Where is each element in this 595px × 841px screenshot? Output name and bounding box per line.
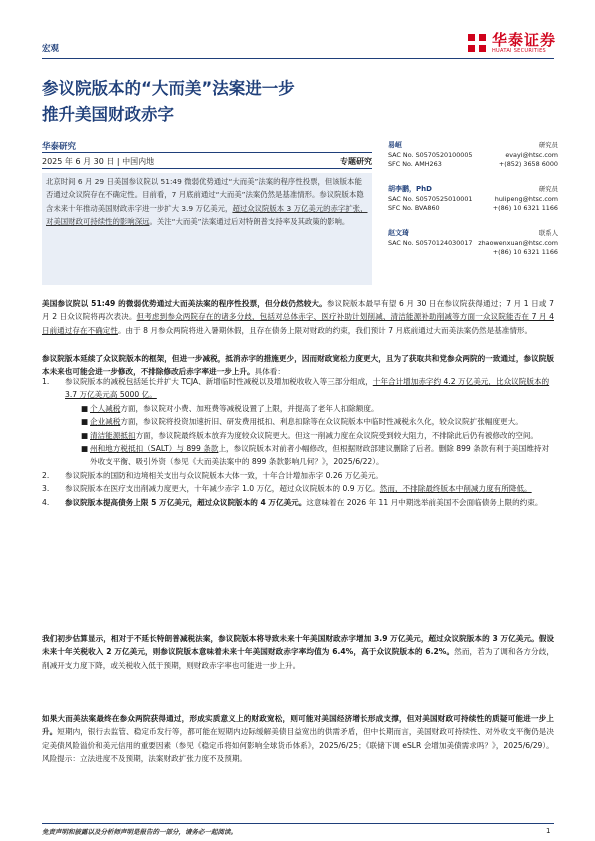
logo-cn-text: 华泰证券 xyxy=(492,31,557,49)
list-number: 2. xyxy=(42,470,50,480)
analyst-name: 赵文琦 xyxy=(388,229,409,237)
list-number: 4. xyxy=(42,497,50,507)
list-text: 参议院版本的国防和边境相关支出与众议院版本大体一致，十年合计增加赤字 0.26 万亿美元。 xyxy=(65,470,383,480)
list-underline: 然而，不排除最终版本中削减力度有所降低。 xyxy=(379,484,532,494)
sub-heading: 州和地方税抵扣（SALT）与 899 条款 xyxy=(90,444,219,454)
report-type: 专题研究 xyxy=(340,157,372,166)
bullet-icon: ■ xyxy=(81,430,89,440)
para4-lead: 如果大而美法案最终在参众两院获得通过，形成实质意义上的财政宽松，则可能对美国经济增长形成支撑，但对美国财政可持续性的质疑可能进一步上升。 xyxy=(42,714,554,737)
list-item xyxy=(42,375,554,402)
analyst-email[interactable]: evayi@htsc.com xyxy=(505,151,558,159)
bullet-icon: ■ xyxy=(81,403,89,413)
list-underline: 十年合计增加赤字约 4.2 万亿美元，比众议院版本的 3.7 万亿美元高 5000 亿。 xyxy=(65,377,550,400)
footer-divider xyxy=(42,823,554,824)
analyst-email[interactable]: zhaowenxuan@htsc.com xyxy=(478,239,558,247)
sub-list-item xyxy=(42,429,554,442)
analyst-sac: SAC No. S0570520100005 xyxy=(388,151,473,159)
para1-text: 参议院版本最早有望 6 月 30 日在参议院获得通过；7 月 1 日或 7 月 2 日众议院将再次表决。 xyxy=(42,299,554,322)
analyst-title: 联系人 xyxy=(538,229,558,237)
abstract-text xyxy=(46,175,369,229)
page-number: 1 xyxy=(546,827,551,835)
brand-logo xyxy=(466,32,556,54)
list-item xyxy=(42,496,554,509)
analyst-card xyxy=(388,140,558,184)
paragraph-1 xyxy=(42,297,554,337)
analyst-sac: SAC No. S0570124030017 xyxy=(388,239,473,247)
sub-list-item xyxy=(42,402,554,415)
date-region xyxy=(42,156,154,167)
analyst-phone: +(852) 3658 6000 xyxy=(498,160,558,168)
footer-disclaimer: 免责声明和披露以及分析师声明是报告的一部分，请务必一起阅读。 xyxy=(42,828,237,836)
risk-warning: 风险提示：立法进度不及预期，法案财政扩张力度不及预期。 xyxy=(42,754,248,764)
sub-list-item xyxy=(42,442,554,469)
analyst-name: 胡李鹏，PhD xyxy=(388,185,432,193)
divider xyxy=(42,168,372,169)
paragraph-3 xyxy=(42,632,554,672)
para3-text: 然而，若为了调和各方分歧，削减开支力度下降，或关税收入低于预期，则财政赤字率也可能进一步上升。 xyxy=(42,647,554,670)
huatai-logo-icon xyxy=(466,32,488,54)
paragraph-4 xyxy=(42,712,554,766)
measures-list xyxy=(42,375,554,509)
para2-text: 具体看： xyxy=(254,367,285,377)
title-line-2: 推升美国财政赤字 xyxy=(42,105,174,124)
section-tag: 宏观 xyxy=(42,44,60,54)
analyst-name: 易峘 xyxy=(388,141,402,149)
bullet-icon: ■ xyxy=(81,417,89,427)
analyst-panel xyxy=(388,140,558,272)
para1-end: 。由于 8 月参众两院将进入暑期休假，且存在债务上限对财政的约束，我们预计 7 月底前通过大而美法案仍然是基准情形。 xyxy=(117,325,533,335)
sub-heading: 清洁能源抵扣 xyxy=(90,430,136,440)
list-number: 1. xyxy=(42,377,50,386)
abstract-underline: 超过众议院版本 3 万亿美元的赤字扩张，对美国财政可持续性的影响深远 xyxy=(46,203,368,227)
analyst-title: 研究员 xyxy=(538,185,558,193)
divider xyxy=(42,152,372,153)
header-divider xyxy=(42,58,554,59)
sub-heading: 企业减税 xyxy=(90,417,121,427)
list-text: 参议院版本在医疗支出削减力度更大，十年减少赤字 1.0 万亿，超过众议院版本的 0.9 万亿。 xyxy=(65,484,380,494)
para4-text: 短期内，银行去监管、稳定币发行等，都可能在短期内边际缓解美债目益宽出的供需矛盾，但中长期而言，美国财政可持续性、对外收支平衡仍是决定美债风险溢价和美元信用的重要因素（参见《稳定币将如何影响全球货币体系》，2025/6/25；《联储下调 eSLR 会增加美债需求吗？》，2025/6/29）。 xyxy=(42,727,555,750)
bullet-icon: ■ xyxy=(81,444,89,454)
analyst-phone: +(86) 10 6321 1166 xyxy=(492,204,558,212)
para2-lead: 参议院版本延续了众议院版本的框架，但进一步减税，抵消赤字的措施更少，因而财政宽松力度更大，且为了获取共和党参众两院的一致通过，参议院版本未来也可能会进一步修改，不排除修改后赤字率进一步上升。 xyxy=(42,354,554,377)
report-date: 2025 年 6 月 30 日 xyxy=(42,157,115,166)
list-text: 参议院版本的减税包括延长并扩大 TCJA、新增临时性减税以及增加税收收入等三部分组成， xyxy=(65,377,373,386)
sub-text: 上，参议院版本对前者小幅修改，但根据财政部建议删除了后者。删除 899 条款有利于美国维持对外收支平衡、吸引外资（参见《大而美法案中的 899 条款影响几何？》，2025/6/22）。 xyxy=(90,444,550,467)
sub-text: 方面，参议院对小费、加班费等减税设置了上限，并提高了老年人扣除额度。 xyxy=(120,403,379,413)
separator: | xyxy=(116,157,123,166)
analyst-card xyxy=(388,228,558,272)
sub-list-item xyxy=(42,415,554,428)
sub-text: 方面，参议院最终版本放弃为度较众议院更大。但这一削减力度在众议院受到较大阻力，不排除此后仍有被修改的空间。 xyxy=(135,430,539,440)
analyst-phone: +(86) 10 6321 1166 xyxy=(492,248,558,256)
logo-en-text: HUATAI SECURITIES xyxy=(492,48,546,54)
abstract-p1: 北京时间 6 月 29 日美国参议院以 51:49 微弱优势通过“大而美”法案的程序性投票，但该版本能否通过众议院存在不确定性。目前看，7 月底前通过“大而美”法案仍然是基准情形。参议院版本隐含未来十年推动美国财政赤字进一步扩大 3.9 万亿美元， xyxy=(46,177,364,213)
list-bold: 参议院版本提高债务上限 5 万亿美元，超过众议院版本的 4 万亿美元。 xyxy=(65,497,307,507)
abstract-end: 。关注“大而美”法案通过后对特朗普支持率及其政策的影响。 xyxy=(149,217,350,227)
list-number: 3. xyxy=(42,484,50,494)
analyst-email[interactable]: hulipeng@htsc.com xyxy=(494,195,558,203)
report-title xyxy=(42,76,442,128)
analyst-sfc: SFC No. AMH263 xyxy=(388,160,442,168)
list-item xyxy=(42,469,554,482)
list-text: 这意味着在 2026 年 11 月中期选举前美国不会面临债务上限的约束。 xyxy=(306,497,543,507)
title-line-1: 参议院版本的“大而美”法案进一步 xyxy=(42,79,295,98)
analyst-card xyxy=(388,184,558,228)
analyst-sac: SAC No. S0570525010001 xyxy=(388,195,473,203)
analyst-sfc: SFC No. BVA860 xyxy=(388,204,440,212)
sub-text: 方面，参议院将投资加速折旧、研发费用抵扣、利息扣除等在众议院版本中临时性减税永久化，较众议院扩张幅度更大。 xyxy=(120,417,523,427)
analyst-title: 研究员 xyxy=(538,141,558,149)
report-region: 中国内地 xyxy=(122,157,155,166)
sub-heading: 个人减税 xyxy=(90,403,121,413)
org-label: 华泰研究 xyxy=(42,142,77,152)
para3-lead: 我们初步估算显示，相对于不延长特朗普减税法案，参议院版本将导致未来十年美国财政赤字增加 3.9 万亿美元，超过众议院版本的 3 万亿美元。假设未来十年关税收入 2 万亿美元，则参议院版本意味着未来十年美国财政赤字率均值为 6.4%，高于众议院版本的 6.2%。 xyxy=(42,634,554,657)
para1-underline: 但考虑到参众两院存在的诸多分歧，包括对总体赤字、医疗补助计划削减、清洁能源补助削减等方面一众议院能否在 7 月 4 日前通过存在不确定性 xyxy=(42,312,554,335)
para1-lead: 美国参议院以 51:49 的微弱优势通过大而美法案的程序性投票，但分歧仍然较大。 xyxy=(42,299,327,308)
list-item xyxy=(42,482,554,495)
